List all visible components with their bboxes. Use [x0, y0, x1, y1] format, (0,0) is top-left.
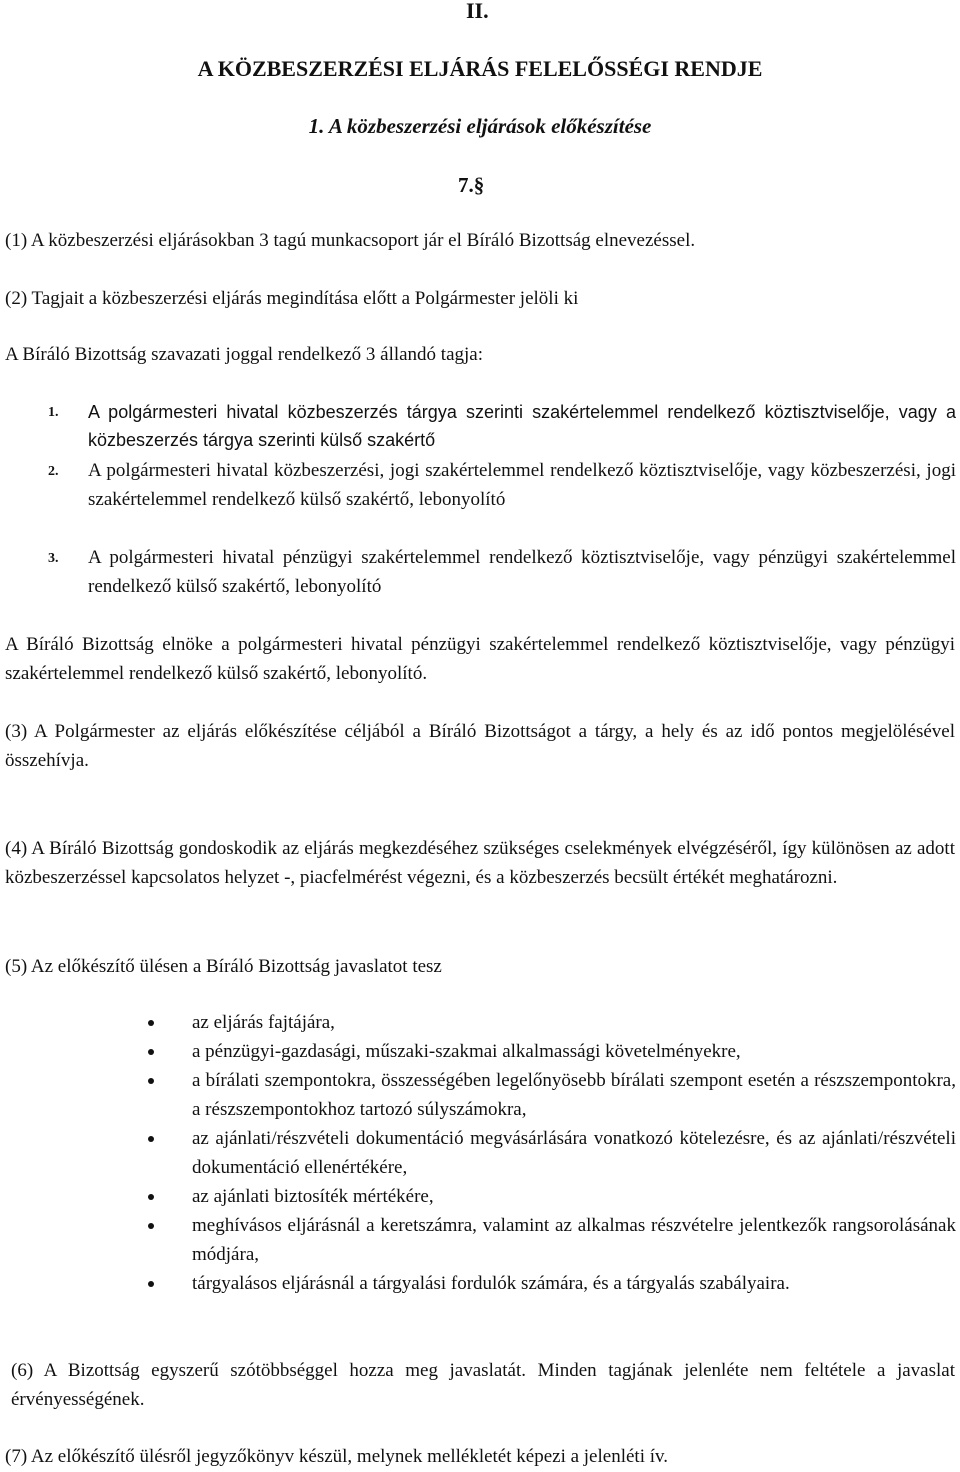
- paragraph-1: (1) A közbeszerzési eljárásokban 3 tagú munkacsoport jár el Bíráló Bizottság elnevezéssel.: [5, 230, 696, 251]
- paragraph-4: (4) A Bíráló Bizottság gondoskodik az eljárás megkezdéséhez szükséges cselekmények elvégzéséről, így különösen az adott közbeszerzéssel kapcsolatos helyzet -, piacfelmérést végezni, és a közbeszerzés becsült értékét meghatározni.: [5, 838, 955, 888]
- member-item-text: A polgármesteri hivatal közbeszerzés tárgya szerinti szakértelemmel rendelkező köztisztviselője, vagy a közbeszerzés tárgya szerinti külső szakértő: [88, 402, 956, 450]
- section-subtitle: 1. A közbeszerzési eljárások előkészítése: [308, 114, 652, 138]
- list-item-text: a bírálati szempontokra, összességében legelőnyösebb bírálati szempont esetén a részszempontokra, a részszempontokhoz tartozó súlyszámokra,: [192, 1070, 956, 1120]
- member-item-3: [48, 543, 956, 601]
- member-item-number: 2.: [48, 464, 59, 479]
- member-item-number: 1.: [48, 405, 59, 420]
- chapter-title: A KÖZBESZERZÉSI ELJÁRÁS FELELŐSSÉGI RENDJE: [197, 56, 763, 81]
- paragraph-chair: A Bíráló Bizottság elnöke a polgármesteri hivatal pénzügyi szakértelemmel rendelkező köztisztviselője, vagy pénzügyi szakértelemmel rendelkező külső szakértő, lebonyolító.: [5, 634, 955, 684]
- member-item-number: 3.: [48, 551, 59, 566]
- member-item-text: A polgármesteri hivatal közbeszerzési, jogi szakértelemmel rendelkező köztisztviselője, vagy közbeszerzési, jogi szakértelemmel rendelkező külső szakértő, lebonyolító: [88, 460, 956, 510]
- bullet-icon: [148, 1049, 154, 1055]
- bullet-icon: [148, 1194, 154, 1200]
- bullet-icon: [148, 1078, 154, 1084]
- list-item-text: tárgyalásos eljárásnál a tárgyalási fordulók számára, és a tárgyalás szabályaira.: [192, 1273, 790, 1294]
- paragraph-2: (2) Tagjait a közbeszerzési eljárás megindítása előtt a Polgármester jelöli ki: [5, 288, 579, 309]
- paragraph-7: (7) Az előkészítő ülésről jegyzőkönyv készül, melynek mellékletét képezi a jelenléti ív.: [5, 1446, 669, 1467]
- list-item: [130, 1269, 956, 1298]
- bullet-icon: [148, 1136, 154, 1142]
- member-item-1: [48, 398, 956, 454]
- paragraph-5: (5) Az előkészítő ülésen a Bíráló Bizottság javaslatot tesz: [5, 956, 442, 977]
- member-item-text: A polgármesteri hivatal pénzügyi szakértelemmel rendelkező köztisztviselője, vagy pénzügyi szakértelemmel rendelkező külső szakértő, lebonyolító: [88, 547, 956, 597]
- list-item-text: a pénzügyi-gazdasági, műszaki-szakmai alkalmassági követelményekre,: [192, 1041, 741, 1062]
- bullet-icon: [148, 1223, 154, 1229]
- proposal-list: [130, 1008, 956, 1298]
- list-item: [130, 1124, 956, 1182]
- section-number: 7.§: [458, 173, 485, 197]
- list-item: [130, 1211, 956, 1269]
- list-item: [130, 1008, 956, 1037]
- chapter-number-text: II.: [466, 0, 489, 23]
- member-item-2: [48, 456, 956, 514]
- list-item: [130, 1066, 956, 1124]
- bullet-icon: [148, 1020, 154, 1026]
- paragraph-2-members-intro: A Bíráló Bizottság szavazati joggal rendelkező 3 állandó tagja:: [5, 344, 484, 365]
- list-item-text: az ajánlati biztosíték mértékére,: [192, 1186, 434, 1207]
- paragraph-3: (3) A Polgármester az eljárás előkészítése céljából a Bíráló Bizottságot a tárgy, a hely és az idő pontos megjelölésével összehívja.: [5, 721, 955, 771]
- list-item-text: az ajánlati/részvételi dokumentáció megvásárlására vonatkozó kötelezésre, és az ajánlati/részvételi dokumentáció ellenértékére,: [192, 1128, 956, 1178]
- list-item: [130, 1182, 956, 1211]
- paragraph-6: (6) A Bizottság egyszerű szótöbbséggel hozza meg javaslatát. Minden tagjának jelenléte nem feltétele a javaslat érvényességének.: [11, 1360, 955, 1410]
- list-item-text: meghívásos eljárásnál a keretszámra, valamint az alkalmas részvételre jelentkezők rangsorolásának módjára,: [192, 1215, 956, 1265]
- list-item: [130, 1037, 956, 1066]
- bullet-icon: [148, 1281, 154, 1287]
- list-item-text: az eljárás fajtájára,: [192, 1012, 335, 1033]
